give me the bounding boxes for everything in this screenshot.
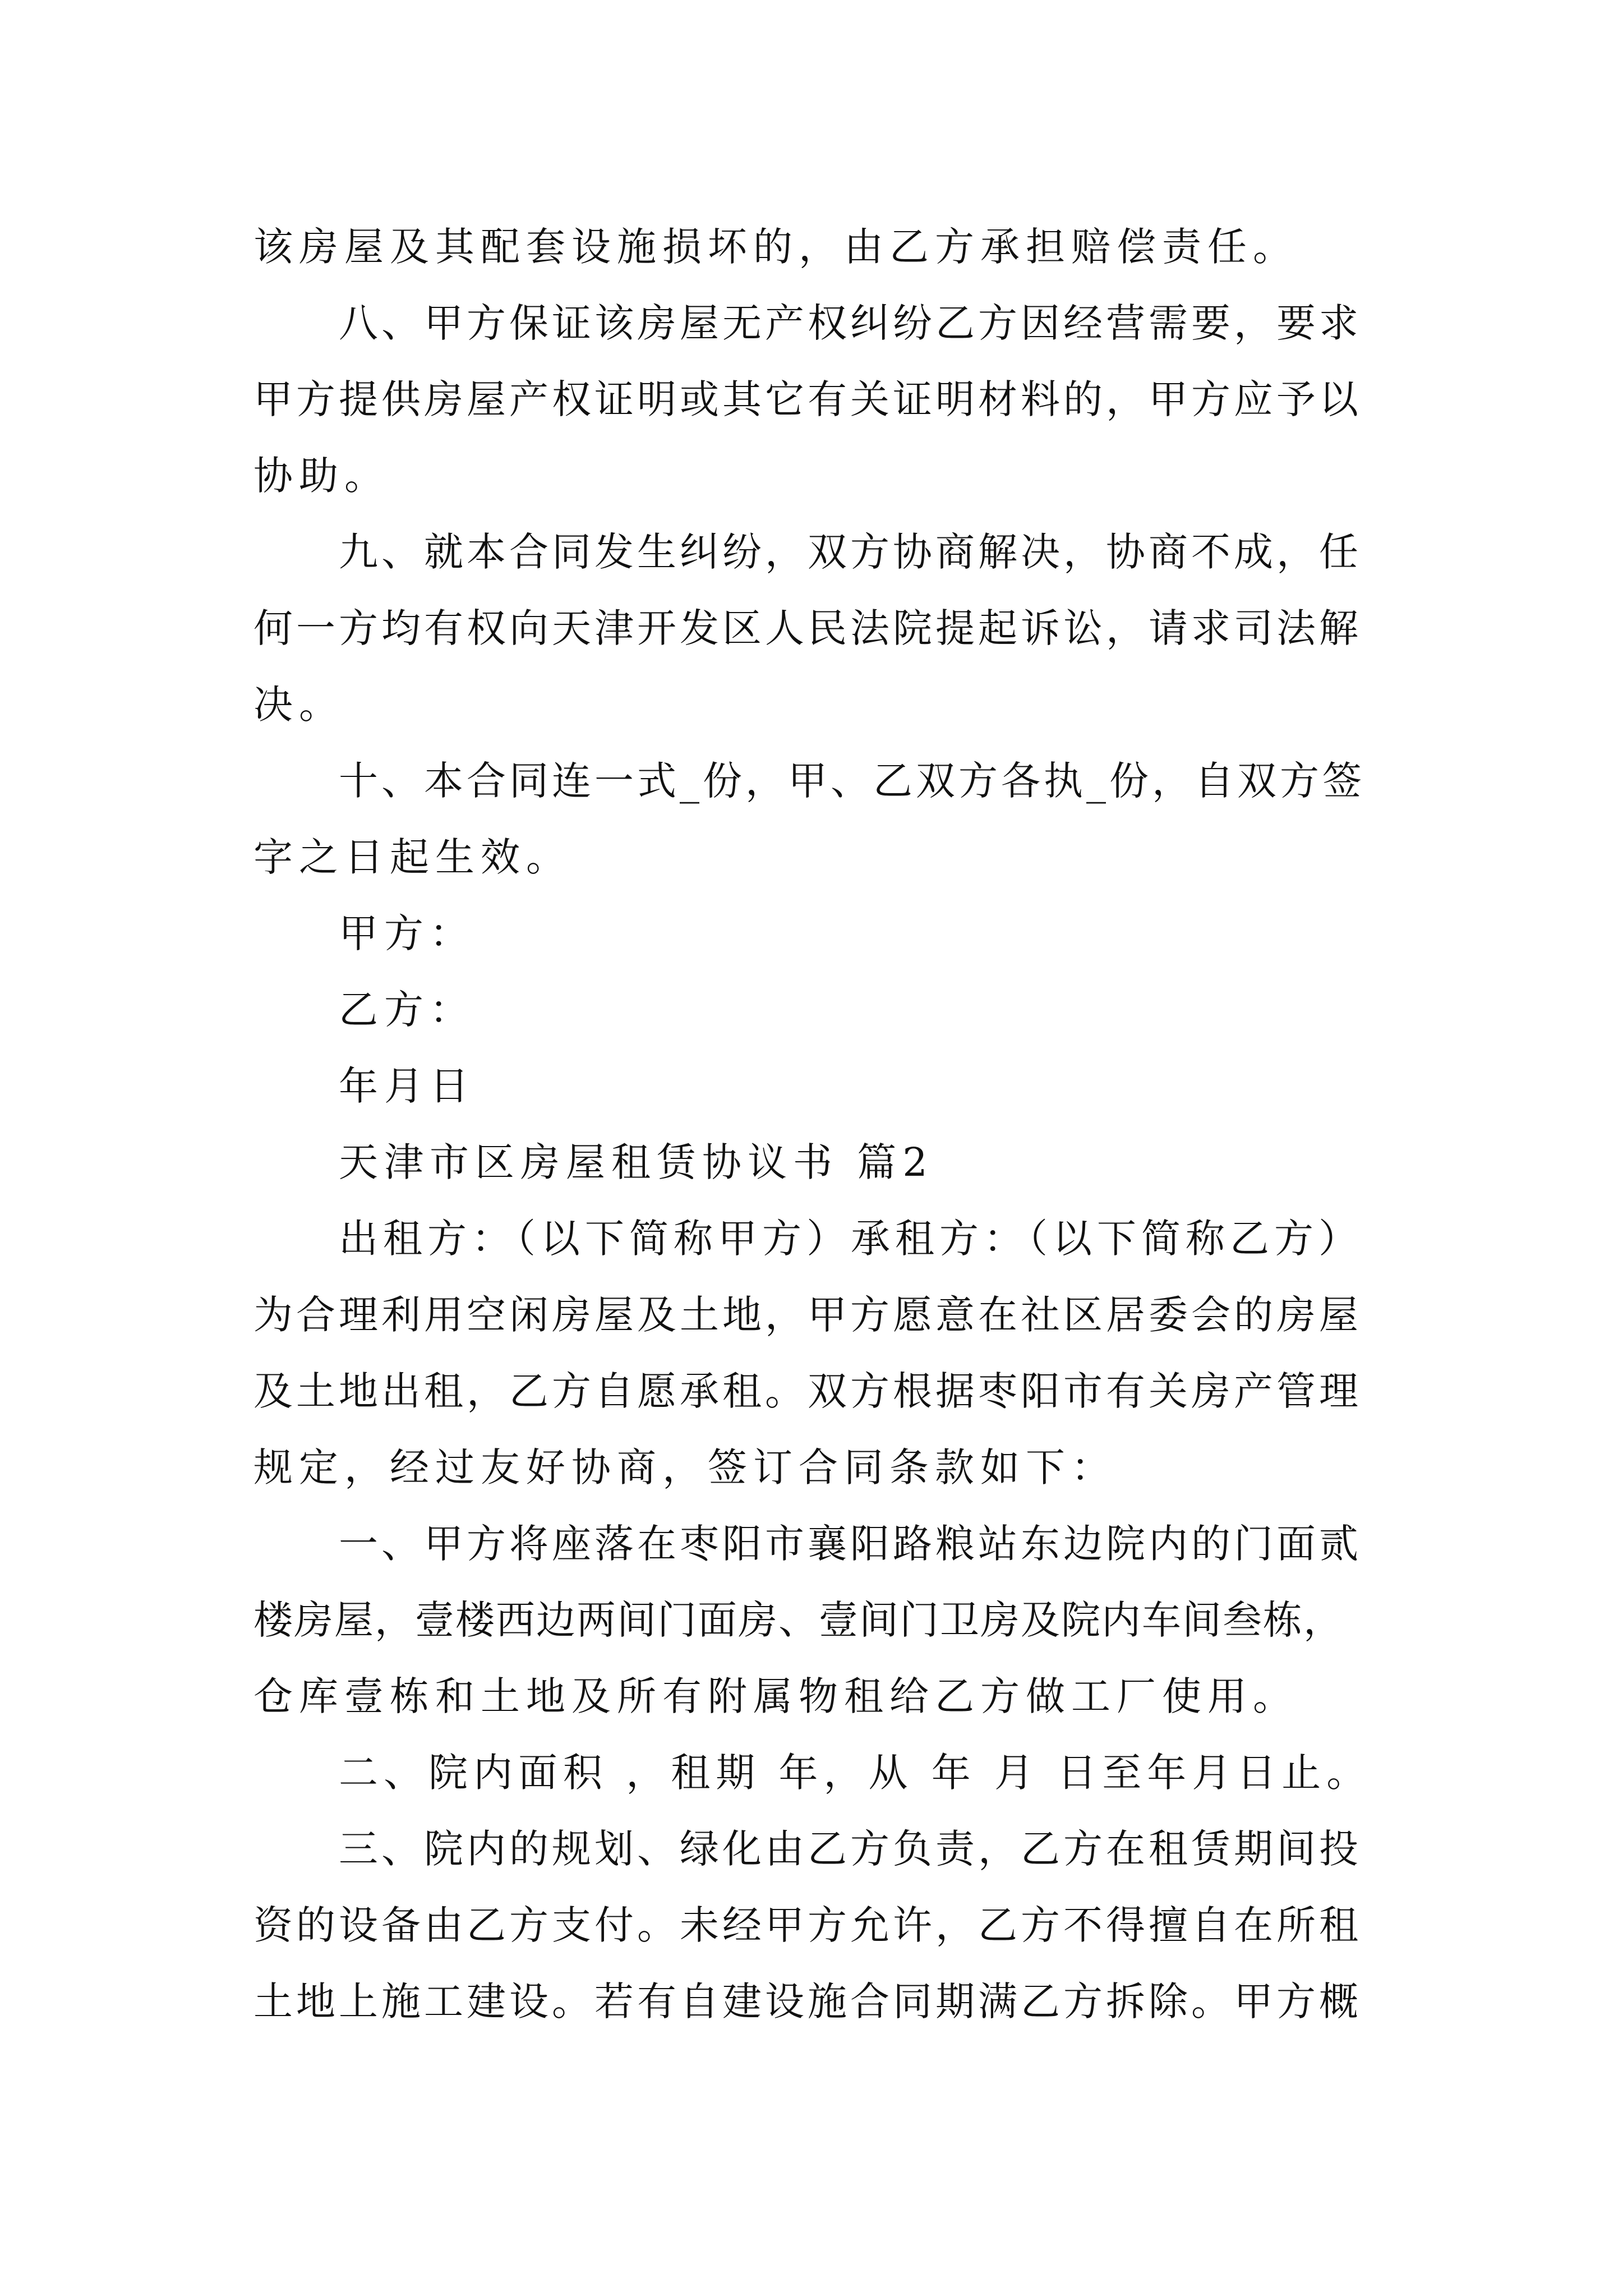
signature-label-party-a: 甲方： — [339, 910, 475, 956]
text-line: 该房屋及其配套设施损坏的，由乙方承担赔偿责任。 — [253, 224, 1298, 270]
text-line: 出租方：（以下简称甲方）承租方：（以下简称乙方） — [339, 1216, 1363, 1262]
text-line: 字之日起生效。 — [253, 834, 571, 880]
text-line: 为合理利用空闲房屋及土地，甲方愿意在社区居委会的房屋 — [253, 1292, 1362, 1338]
text-line: 协助。 — [253, 453, 390, 499]
text-line: 二、院内面积 ，租期 年，从 年 月 日至年月日止。 — [339, 1750, 1372, 1796]
text-line: 十、本合同连一式_份，甲、乙双方各执_份，自双方签 — [339, 758, 1365, 804]
text-line: 三、院内的规划、绿化由乙方负责，乙方在租赁期间投 — [339, 1826, 1362, 1872]
text-line: 土地上施工建设。若有自建设施合同期满乙方拆除。甲方概 — [253, 1978, 1362, 2024]
text-line: 资的设备由乙方支付。未经甲方允许，乙方不得擅自在所租 — [253, 1902, 1362, 1948]
text-line: 规定，经过友好协商，签订合同条款如下： — [253, 1444, 1117, 1490]
section-heading: 天津市区房屋租赁协议书 篇2 — [339, 1139, 934, 1185]
text-line: 仓库壹栋和土地及所有附属物租给乙方做工厂使用。 — [253, 1673, 1298, 1719]
signature-label-party-b: 乙方： — [339, 987, 475, 1033]
text-line: 一、甲方将座落在枣阳市襄阳路粮站东边院内的门面贰 — [339, 1521, 1362, 1567]
text-line: 及土地出租，乙方自愿承租。双方根据枣阳市有关房产管理 — [253, 1368, 1362, 1414]
text-line: 何一方均有权向天津开发区人民法院提起诉讼，请求司法解 — [253, 605, 1362, 651]
text-line: 楼房屋，壹楼西边两间门面房、壹间门卫房及院内车间叁栋， — [253, 1597, 1344, 1643]
text-line: 决。 — [253, 682, 344, 728]
text-line: 九、就本合同发生纠纷，双方协商解决，协商不成，任 — [339, 529, 1362, 575]
text-line: 八、甲方保证该房屋无产权纠纷乙方因经营需要，要求 — [339, 300, 1362, 346]
date-label: 年月日 — [339, 1063, 475, 1109]
text-line: 甲方提供房屋产权证明或其它有关证明材料的，甲方应予以 — [253, 376, 1362, 422]
